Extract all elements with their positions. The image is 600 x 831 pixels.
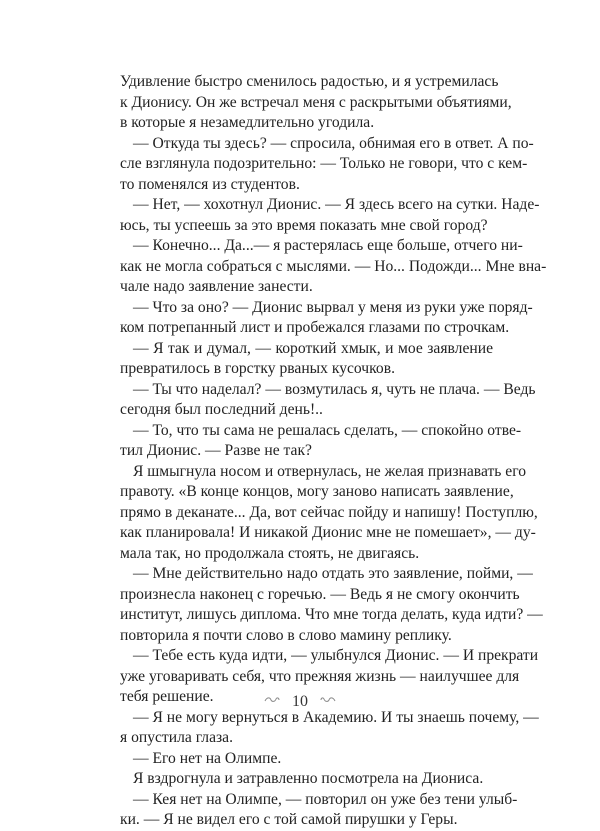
text-line: как не могла собраться с мыслями. — Но... Подожди... Мне вна- bbox=[120, 257, 547, 275]
text-line: институт, лишусь диплома. Что мне тогда делать, куда идти? — bbox=[120, 606, 543, 623]
text-line: правоту. «В конце концов, могу заново написать заявление, bbox=[120, 483, 514, 500]
text-line: сле взглянула подозрительно: — Только не говори, что с кем- bbox=[120, 155, 528, 172]
text-line: — Откуда ты здесь? — спросила, обнимая его в ответ. А по- bbox=[133, 134, 534, 152]
text-line: — Тебе есть куда идти, — улыбнулся Дионис. — И прекрати bbox=[133, 647, 539, 664]
text-line: Я шмыгнула носом и отвернулась, не желая признавать его bbox=[133, 462, 527, 480]
page-number: 10 bbox=[292, 693, 308, 711]
text-line: — Я не могу вернуться в Академию. И ты знаешь почему, — bbox=[133, 708, 539, 726]
text-line: к Дионису. Он же встречал меня с раскрытыми объятиями, bbox=[120, 93, 512, 111]
page-footer bbox=[0, 692, 600, 712]
text-line: ком потрепанный лист и пробежался глазами по строчкам. bbox=[120, 319, 510, 336]
text-line: уже уговаривать себя, что прежняя жизнь — наилучшее для bbox=[120, 667, 520, 685]
text-line: сегодня был последний день!.. bbox=[120, 401, 323, 418]
text-line: — То, что ты сама не решалась сделать, — спокойно отве- bbox=[133, 421, 522, 439]
text-line: — Я так и думал, — короткий хмык, и мое заявление bbox=[133, 339, 493, 357]
text-line: произнесла наконец с горечью. — Ведь я не смогу окончить bbox=[120, 585, 520, 603]
text-line: то поменялся из студентов. bbox=[120, 175, 300, 193]
text-line: — Его нет на Олимпе. bbox=[133, 749, 282, 767]
text-line: мала так, но продолжала стоять, не двигаясь. bbox=[120, 544, 420, 562]
text-line: превратилось в горстку рваных кусочков. bbox=[120, 360, 395, 377]
text-line: Я вздрогнула и затравленно посмотрела на Диониса. bbox=[133, 770, 484, 787]
text-line: в которые я незамедлительно угодила. bbox=[120, 114, 375, 131]
text-line: Удивление быстро сменилось радостью, и я устремилась bbox=[120, 73, 499, 90]
text-line: ки. — Я не видел его с той самой пирушки у Геры. bbox=[120, 811, 458, 828]
right-ornament-icon bbox=[320, 692, 336, 712]
text-line: прямо в деканате... Да, вот сейчас пойду и напишу! Поступлю, bbox=[120, 503, 538, 521]
text-line: тил Дионис. — Разве не так? bbox=[120, 442, 312, 459]
text-line: я опустила глаза. bbox=[120, 729, 233, 746]
text-line: — Кея нет на Олимпе, — повторил он уже без тени улыб- bbox=[133, 790, 518, 808]
text-line: — Мне действительно надо отдать это заявление, пойми, — bbox=[133, 565, 533, 582]
text-line: — Конечно... Да...— я растерялась еще больше, отчего ни- bbox=[133, 237, 523, 254]
text-line: как планировала! И никакой Дионис мне не помешает», — ду- bbox=[120, 524, 536, 541]
text-line: повторила я почти слово в слово мамину реплику. bbox=[120, 626, 452, 644]
text-line: — Ты что наделал? — возмутилась я, чуть не плача. — Ведь bbox=[133, 380, 536, 398]
text-line: чале надо заявление занести. bbox=[120, 278, 313, 295]
text-line: — Что за оно? — Дионис вырвал у меня из руки уже поряд- bbox=[133, 298, 533, 316]
left-ornament-icon bbox=[264, 692, 280, 712]
text-line: — Нет, — хохотнул Дионис. — Я здесь всего на сутки. Наде- bbox=[133, 196, 540, 213]
text-line: тебя решение. bbox=[120, 688, 214, 705]
body-text bbox=[120, 72, 547, 831]
text-line: юсь, ты успеешь за это время показать мне свой город? bbox=[120, 216, 488, 234]
